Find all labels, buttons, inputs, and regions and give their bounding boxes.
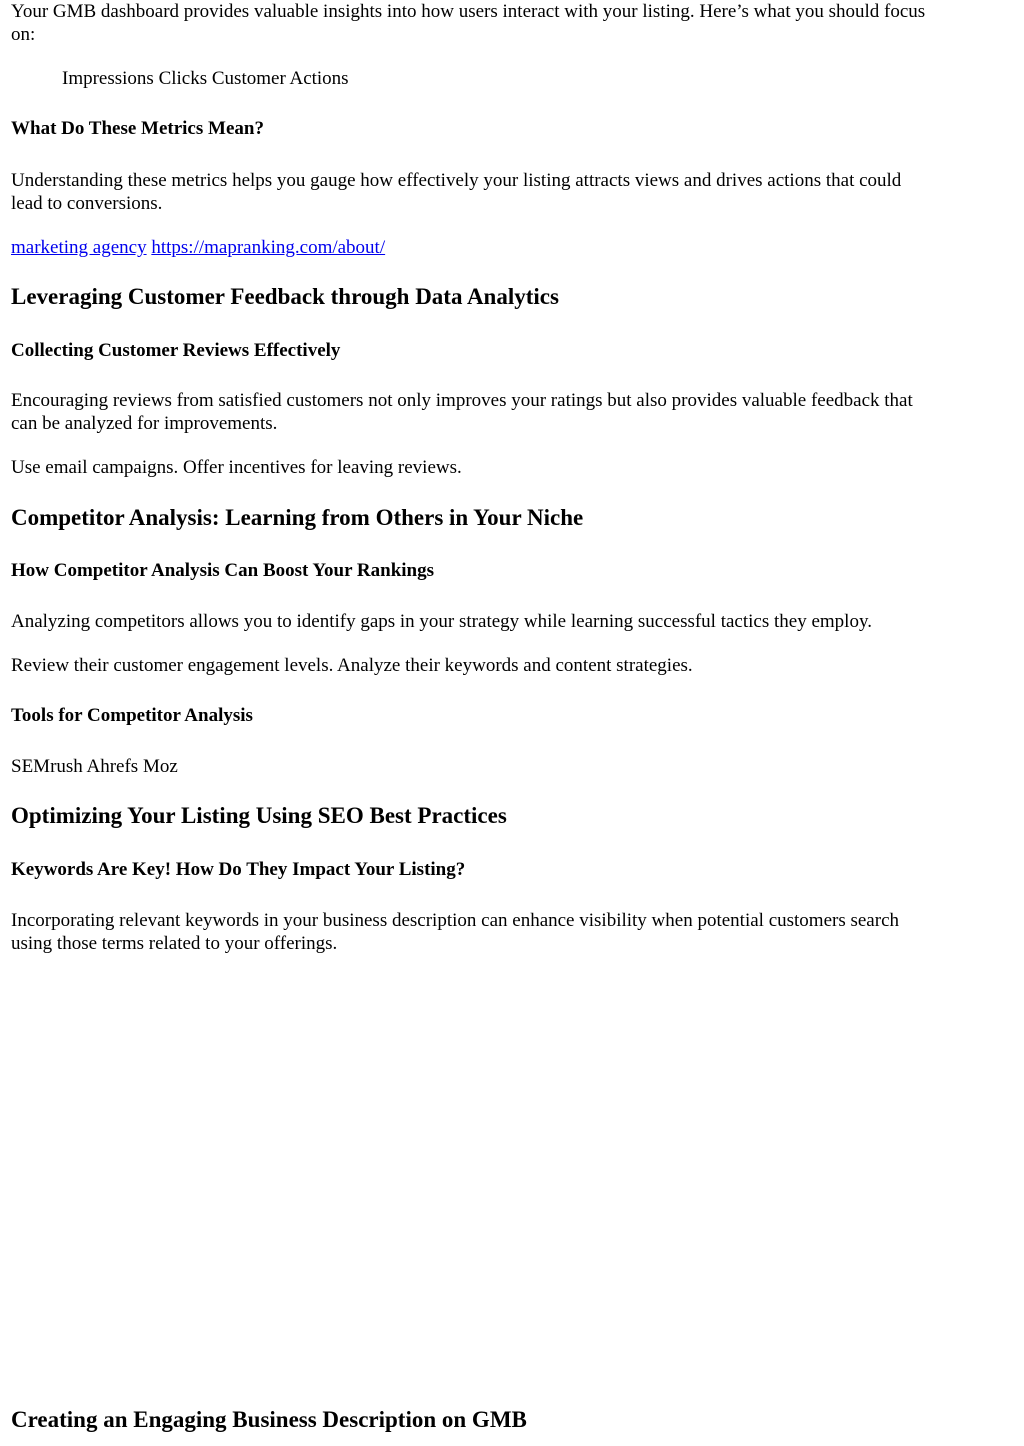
reviews-paragraph-line-2: can be analyzed for improvements. (11, 413, 278, 434)
metrics-meaning-heading: What Do These Metrics Mean? (11, 118, 264, 139)
competitor-paragraph: Analyzing competitors allows you to identify gaps in your strategy while learning successful tactics they employ. (11, 611, 872, 632)
seo-section-heading: Optimizing Your Listing Using SEO Best Practices (11, 803, 507, 828)
competitor-section-heading: Competitor Analysis: Learning from Others in Your Niche (11, 505, 584, 530)
competitor-tips: Review their customer engagement levels. Analyze their keywords and content strategies. (11, 655, 693, 676)
competitor-tools-heading: Tools for Competitor Analysis (11, 705, 253, 726)
reviews-paragraph-line-1: Encouraging reviews from satisfied customers not only improves your ratings but also provides valuable feedback that (11, 390, 913, 411)
mapranking-about-link[interactable]: https://mapranking.com/about/ (151, 237, 386, 258)
marketing-agency-link[interactable]: marketing agency (11, 237, 147, 258)
feedback-section-heading: Leveraging Customer Feedback through Data Analytics (11, 284, 559, 309)
keywords-heading: Keywords Are Key! How Do They Impact Your Listing? (11, 859, 466, 880)
business-description-heading: Creating an Engaging Business Description on GMB (11, 1407, 527, 1432)
keywords-paragraph-line-1: Incorporating relevant keywords in your business description can enhance visibility when potential customers search (11, 910, 899, 931)
collecting-reviews-heading: Collecting Customer Reviews Effectively (11, 340, 341, 361)
competitor-tools-list: SEMrush Ahrefs Moz (11, 756, 178, 777)
keywords-paragraph-line-2: using those terms related to your offerings. (11, 933, 338, 954)
intro-paragraph-line-2: on: (11, 24, 36, 45)
metrics-meaning-line-2: lead to conversions. (11, 193, 163, 214)
metrics-meaning-line-1: Understanding these metrics helps you gauge how effectively your listing attracts views and drives actions that could (11, 170, 902, 191)
links-paragraph (11, 236, 385, 259)
competitor-boost-heading: How Competitor Analysis Can Boost Your Rankings (11, 560, 435, 581)
reviews-tips: Use email campaigns. Offer incentives for leaving reviews. (11, 457, 462, 478)
intro-paragraph-line-1: Your GMB dashboard provides valuable insights into how users interact with your listing. Here’s what you should focus (11, 1, 926, 22)
metrics-list: Impressions Clicks Customer Actions (62, 68, 349, 89)
